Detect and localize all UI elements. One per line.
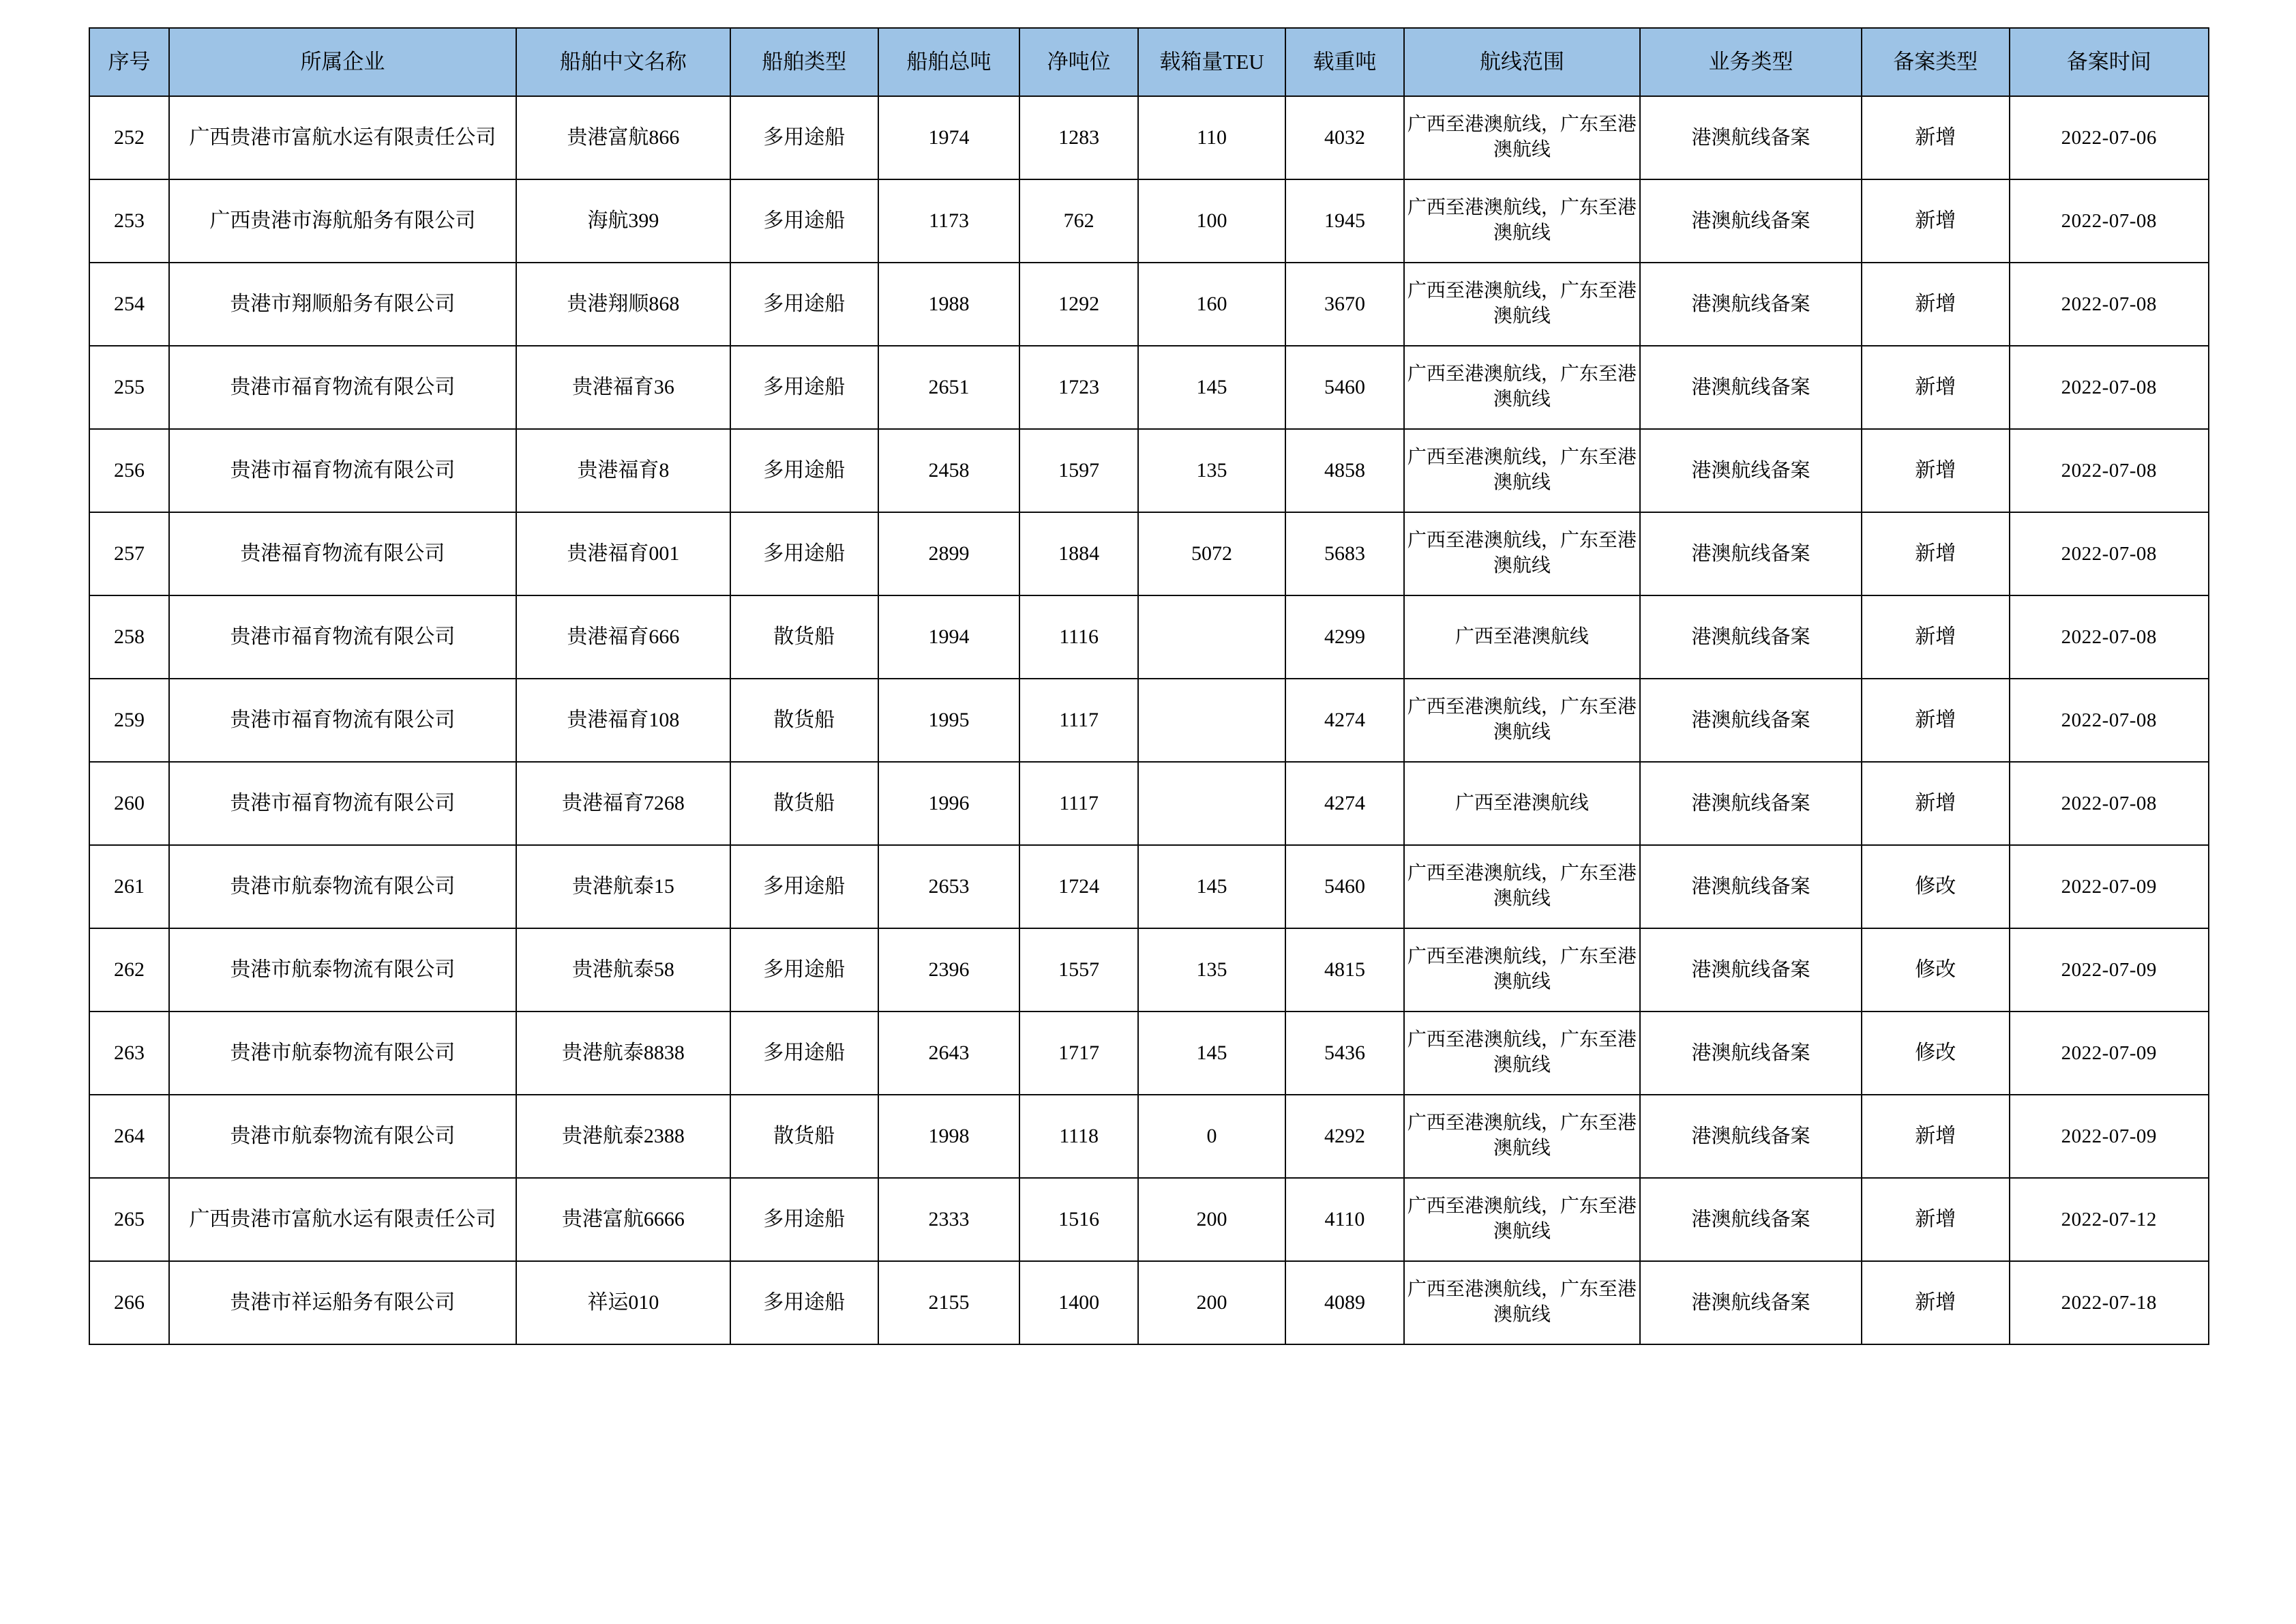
table-header [89,28,2209,96]
cell-deadweight: 4089 [1285,1261,1403,1344]
cell-business-type: 港澳航线备案 [1640,1178,1862,1261]
table-row [89,263,2209,346]
cell-gross-tonnage: 2155 [878,1261,1020,1344]
cell-teu [1138,679,1286,762]
ship-record-table [89,27,2209,1345]
cell-ship-name: 贵港福育8 [516,429,730,512]
cell-net-tonnage: 1117 [1019,762,1137,845]
column-header-business-type: 业务类型 [1640,28,1862,96]
cell-ship-type: 散货船 [730,1095,878,1178]
cell-teu [1138,595,1286,679]
column-header-route: 航线范围 [1404,28,1641,96]
cell-teu: 200 [1138,1261,1286,1344]
cell-route: 广西至港澳航线，广东至港澳航线 [1404,1178,1641,1261]
cell-record-date: 2022-07-18 [2010,1261,2209,1344]
cell-gross-tonnage: 1988 [878,263,1020,346]
cell-deadweight: 3670 [1285,263,1403,346]
cell-ship-type: 多用途船 [730,1178,878,1261]
cell-record-date: 2022-07-06 [2010,96,2209,179]
cell-teu: 135 [1138,429,1286,512]
cell-gross-tonnage: 2333 [878,1178,1020,1261]
cell-company: 广西贵港市富航水运有限责任公司 [169,1178,516,1261]
cell-route: 广西至港澳航线，广东至港澳航线 [1404,96,1641,179]
cell-deadweight: 4274 [1285,762,1403,845]
cell-teu: 200 [1138,1178,1286,1261]
cell-company: 贵港市航泰物流有限公司 [169,928,516,1012]
cell-record-date: 2022-07-09 [2010,1012,2209,1095]
cell-index: 259 [89,679,169,762]
cell-index: 253 [89,179,169,263]
cell-company: 贵港市祥运船务有限公司 [169,1261,516,1344]
cell-index: 265 [89,1178,169,1261]
cell-business-type: 港澳航线备案 [1640,179,1862,263]
cell-deadweight: 5460 [1285,346,1403,429]
cell-record-type: 修改 [1862,845,2010,928]
cell-gross-tonnage: 2651 [878,346,1020,429]
cell-teu: 0 [1138,1095,1286,1178]
cell-ship-name: 贵港福育108 [516,679,730,762]
cell-ship-type: 多用途船 [730,928,878,1012]
column-header-ship-name: 船舶中文名称 [516,28,730,96]
cell-record-type: 新增 [1862,679,2010,762]
cell-ship-type: 多用途船 [730,96,878,179]
cell-net-tonnage: 1884 [1019,512,1137,595]
cell-teu: 145 [1138,1012,1286,1095]
cell-ship-type: 散货船 [730,762,878,845]
cell-route: 广西至港澳航线，广东至港澳航线 [1404,429,1641,512]
cell-company: 贵港市福育物流有限公司 [169,595,516,679]
column-header-net-tonnage: 净吨位 [1019,28,1137,96]
column-header-teu: 载箱量TEU [1138,28,1286,96]
table-row [89,346,2209,429]
cell-net-tonnage: 1717 [1019,1012,1137,1095]
cell-route: 广西至港澳航线，广东至港澳航线 [1404,845,1641,928]
cell-ship-name: 贵港翔顺868 [516,263,730,346]
cell-record-date: 2022-07-12 [2010,1178,2209,1261]
cell-gross-tonnage: 2899 [878,512,1020,595]
cell-route: 广西至港澳航线，广东至港澳航线 [1404,1261,1641,1344]
cell-net-tonnage: 1118 [1019,1095,1137,1178]
cell-ship-type: 多用途船 [730,512,878,595]
table-row [89,762,2209,845]
cell-index: 256 [89,429,169,512]
cell-ship-type: 多用途船 [730,1261,878,1344]
cell-company: 贵港福育物流有限公司 [169,512,516,595]
cell-business-type: 港澳航线备案 [1640,1261,1862,1344]
cell-business-type: 港澳航线备案 [1640,96,1862,179]
cell-index: 260 [89,762,169,845]
table-row [89,1095,2209,1178]
cell-record-type: 新增 [1862,179,2010,263]
cell-net-tonnage: 1597 [1019,429,1137,512]
cell-route: 广西至港澳航线，广东至港澳航线 [1404,1095,1641,1178]
cell-business-type: 港澳航线备案 [1640,762,1862,845]
cell-record-type: 新增 [1862,429,2010,512]
cell-gross-tonnage: 1994 [878,595,1020,679]
cell-gross-tonnage: 1995 [878,679,1020,762]
column-header-deadweight: 载重吨 [1285,28,1403,96]
column-header-gross-tonnage: 船舶总吨 [878,28,1020,96]
cell-index: 266 [89,1261,169,1344]
cell-net-tonnage: 762 [1019,179,1137,263]
cell-net-tonnage: 1557 [1019,928,1137,1012]
cell-business-type: 港澳航线备案 [1640,429,1862,512]
column-header-ship-type: 船舶类型 [730,28,878,96]
cell-teu: 135 [1138,928,1286,1012]
cell-record-type: 修改 [1862,928,2010,1012]
cell-ship-type: 多用途船 [730,1012,878,1095]
cell-gross-tonnage: 1173 [878,179,1020,263]
cell-ship-name: 贵港富航866 [516,96,730,179]
cell-business-type: 港澳航线备案 [1640,1095,1862,1178]
cell-business-type: 港澳航线备案 [1640,1012,1862,1095]
cell-record-type: 新增 [1862,1095,2010,1178]
cell-record-date: 2022-07-08 [2010,512,2209,595]
cell-route: 广西至港澳航线 [1404,762,1641,845]
cell-company: 贵港市翔顺船务有限公司 [169,263,516,346]
cell-company: 贵港市福育物流有限公司 [169,429,516,512]
cell-company: 广西贵港市海航船务有限公司 [169,179,516,263]
cell-ship-type: 多用途船 [730,346,878,429]
cell-ship-name: 贵港航泰58 [516,928,730,1012]
table-row [89,1178,2209,1261]
cell-teu: 110 [1138,96,1286,179]
table-row [89,928,2209,1012]
cell-deadweight: 4032 [1285,96,1403,179]
cell-ship-type: 多用途船 [730,845,878,928]
cell-ship-type: 多用途船 [730,179,878,263]
cell-ship-name: 贵港富航6666 [516,1178,730,1261]
cell-company: 广西贵港市富航水运有限责任公司 [169,96,516,179]
cell-gross-tonnage: 2458 [878,429,1020,512]
cell-ship-type: 多用途船 [730,429,878,512]
table-row [89,429,2209,512]
cell-record-type: 新增 [1862,1178,2010,1261]
table-body [89,96,2209,1344]
cell-net-tonnage: 1292 [1019,263,1137,346]
cell-business-type: 港澳航线备案 [1640,679,1862,762]
cell-record-type: 新增 [1862,512,2010,595]
table-header-row [89,28,2209,96]
table-row [89,96,2209,179]
cell-ship-name: 贵港福育001 [516,512,730,595]
cell-route: 广西至港澳航线，广东至港澳航线 [1404,679,1641,762]
cell-net-tonnage: 1116 [1019,595,1137,679]
cell-gross-tonnage: 1974 [878,96,1020,179]
cell-record-date: 2022-07-09 [2010,928,2209,1012]
cell-company: 贵港市航泰物流有限公司 [169,845,516,928]
cell-teu: 100 [1138,179,1286,263]
cell-net-tonnage: 1724 [1019,845,1137,928]
cell-business-type: 港澳航线备案 [1640,595,1862,679]
cell-company: 贵港市福育物流有限公司 [169,679,516,762]
cell-record-type: 新增 [1862,1261,2010,1344]
cell-ship-name: 祥运010 [516,1261,730,1344]
cell-business-type: 港澳航线备案 [1640,928,1862,1012]
cell-deadweight: 4858 [1285,429,1403,512]
cell-index: 255 [89,346,169,429]
cell-index: 263 [89,1012,169,1095]
cell-ship-name: 贵港福育36 [516,346,730,429]
cell-index: 254 [89,263,169,346]
column-header-index: 序号 [89,28,169,96]
cell-business-type: 港澳航线备案 [1640,346,1862,429]
cell-teu: 145 [1138,845,1286,928]
cell-gross-tonnage: 2653 [878,845,1020,928]
cell-ship-type: 散货船 [730,679,878,762]
cell-record-type: 修改 [1862,1012,2010,1095]
cell-ship-name: 贵港航泰8838 [516,1012,730,1095]
cell-deadweight: 5436 [1285,1012,1403,1095]
cell-company: 贵港市福育物流有限公司 [169,346,516,429]
cell-route: 广西至港澳航线，广东至港澳航线 [1404,1012,1641,1095]
cell-gross-tonnage: 2396 [878,928,1020,1012]
column-header-company: 所属企业 [169,28,516,96]
cell-record-date: 2022-07-09 [2010,845,2209,928]
cell-deadweight: 5683 [1285,512,1403,595]
cell-teu [1138,762,1286,845]
table-row [89,1261,2209,1344]
cell-record-type: 新增 [1862,263,2010,346]
cell-record-date: 2022-07-08 [2010,595,2209,679]
cell-index: 262 [89,928,169,1012]
cell-ship-type: 散货船 [730,595,878,679]
cell-ship-name: 贵港福育666 [516,595,730,679]
cell-ship-name: 贵港航泰15 [516,845,730,928]
cell-deadweight: 5460 [1285,845,1403,928]
cell-route: 广西至港澳航线，广东至港澳航线 [1404,263,1641,346]
cell-route: 广西至港澳航线 [1404,595,1641,679]
cell-index: 258 [89,595,169,679]
cell-route: 广西至港澳航线，广东至港澳航线 [1404,512,1641,595]
cell-gross-tonnage: 1996 [878,762,1020,845]
cell-deadweight: 4110 [1285,1178,1403,1261]
cell-teu: 160 [1138,263,1286,346]
cell-index: 257 [89,512,169,595]
column-header-record-type: 备案类型 [1862,28,2010,96]
cell-record-date: 2022-07-09 [2010,1095,2209,1178]
cell-company: 贵港市航泰物流有限公司 [169,1095,516,1178]
cell-index: 261 [89,845,169,928]
cell-route: 广西至港澳航线，广东至港澳航线 [1404,179,1641,263]
table-row [89,595,2209,679]
cell-net-tonnage: 1400 [1019,1261,1137,1344]
cell-deadweight: 1945 [1285,179,1403,263]
cell-teu: 145 [1138,346,1286,429]
cell-business-type: 港澳航线备案 [1640,512,1862,595]
cell-route: 广西至港澳航线，广东至港澳航线 [1404,928,1641,1012]
cell-net-tonnage: 1516 [1019,1178,1137,1261]
cell-index: 264 [89,1095,169,1178]
cell-company: 贵港市航泰物流有限公司 [169,1012,516,1095]
cell-gross-tonnage: 1998 [878,1095,1020,1178]
cell-ship-name: 海航399 [516,179,730,263]
cell-record-date: 2022-07-08 [2010,679,2209,762]
cell-business-type: 港澳航线备案 [1640,845,1862,928]
cell-deadweight: 4274 [1285,679,1403,762]
cell-record-type: 新增 [1862,96,2010,179]
cell-deadweight: 4299 [1285,595,1403,679]
table-row [89,679,2209,762]
cell-net-tonnage: 1723 [1019,346,1137,429]
cell-record-date: 2022-07-08 [2010,179,2209,263]
cell-record-date: 2022-07-08 [2010,346,2209,429]
cell-deadweight: 4815 [1285,928,1403,1012]
cell-record-type: 新增 [1862,346,2010,429]
cell-gross-tonnage: 2643 [878,1012,1020,1095]
cell-record-date: 2022-07-08 [2010,762,2209,845]
cell-teu: 5072 [1138,512,1286,595]
cell-ship-type: 多用途船 [730,263,878,346]
cell-business-type: 港澳航线备案 [1640,263,1862,346]
table-row [89,512,2209,595]
column-header-record-date: 备案时间 [2010,28,2209,96]
cell-record-type: 新增 [1862,595,2010,679]
cell-net-tonnage: 1117 [1019,679,1137,762]
cell-record-date: 2022-07-08 [2010,263,2209,346]
cell-company: 贵港市福育物流有限公司 [169,762,516,845]
cell-ship-name: 贵港福育7268 [516,762,730,845]
table-row [89,845,2209,928]
cell-index: 252 [89,96,169,179]
table-row [89,1012,2209,1095]
table-row [89,179,2209,263]
cell-deadweight: 4292 [1285,1095,1403,1178]
cell-net-tonnage: 1283 [1019,96,1137,179]
cell-ship-name: 贵港航泰2388 [516,1095,730,1178]
cell-route: 广西至港澳航线，广东至港澳航线 [1404,346,1641,429]
cell-record-date: 2022-07-08 [2010,429,2209,512]
cell-record-type: 新增 [1862,762,2010,845]
